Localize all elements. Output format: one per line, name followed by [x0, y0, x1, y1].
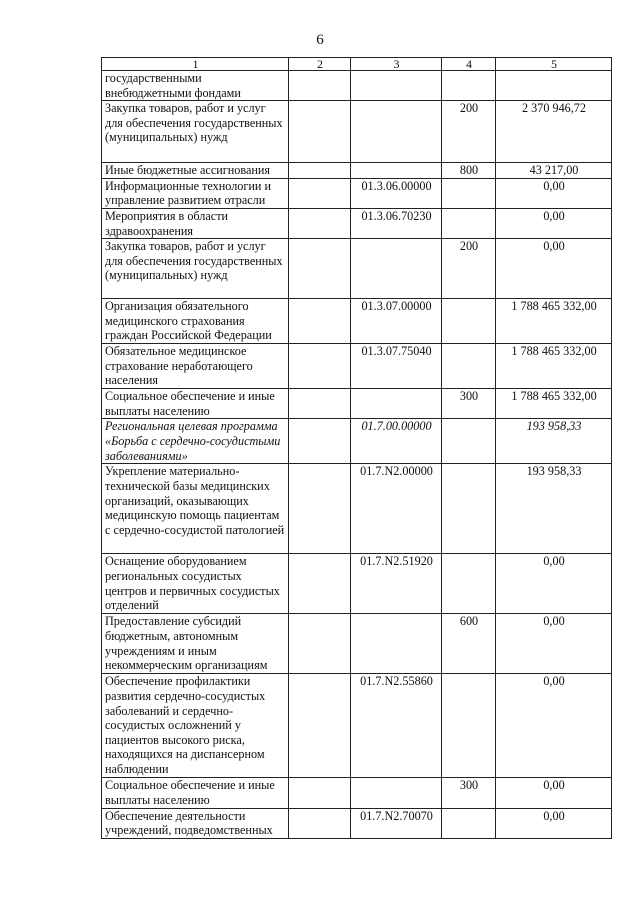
row-name: Региональная целевая программа «Борьба с сердечно-сосудистыми заболеваниями» [102, 419, 289, 464]
table-row [102, 71, 612, 101]
row-name: Обеспечение профилактики развития сердечно-сосудистых заболеваний и сердечно-сосудистых осложнений у пациентов высокого риска, находящихся на диспансерном наблюдении [102, 674, 289, 778]
table-row [102, 163, 612, 179]
row-code: 01.7.N2.70070 [351, 808, 442, 838]
row-code [351, 389, 442, 419]
row-code: 01.7.N2.55860 [351, 674, 442, 778]
row-amount: 0,00 [496, 674, 612, 778]
row-amount: 0,00 [496, 239, 612, 299]
row-type: 200 [442, 239, 496, 299]
row-amount: 0,00 [496, 778, 612, 808]
table-row [102, 389, 612, 419]
row-type [442, 178, 496, 208]
table-header-row [102, 58, 612, 71]
table-row [102, 674, 612, 778]
row-code [351, 614, 442, 674]
row-type [442, 344, 496, 389]
row-name: Закупка товаров, работ и услуг для обеспечения государственных (муниципальных) нужд [102, 101, 289, 163]
row-type [442, 808, 496, 838]
row-col2 [289, 163, 351, 179]
page-number: 6 [316, 32, 324, 48]
row-col2 [289, 344, 351, 389]
table-row [102, 808, 612, 838]
row-col2 [289, 554, 351, 614]
row-col2 [289, 419, 351, 464]
row-code [351, 239, 442, 299]
row-type [442, 71, 496, 101]
table-row [102, 299, 612, 344]
row-type [442, 674, 496, 778]
row-name: Информационные технологии и управление развитием отрасли [102, 178, 289, 208]
row-col2 [289, 101, 351, 163]
column-header-3: 3 [351, 58, 442, 71]
row-col2 [289, 71, 351, 101]
row-type [442, 419, 496, 464]
row-col2 [289, 674, 351, 778]
row-type: 200 [442, 101, 496, 163]
column-header-1: 1 [102, 58, 289, 71]
table-row [102, 208, 612, 238]
row-code [351, 101, 442, 163]
row-col2 [289, 239, 351, 299]
budget-table [101, 57, 612, 839]
row-type: 600 [442, 614, 496, 674]
row-col2 [289, 464, 351, 554]
table-row [102, 554, 612, 614]
table-row [102, 464, 612, 554]
column-header-2: 2 [289, 58, 351, 71]
row-amount: 193 958,33 [496, 464, 612, 554]
row-amount: 43 217,00 [496, 163, 612, 179]
row-col2 [289, 178, 351, 208]
row-code: 01.7.00.00000 [351, 419, 442, 464]
row-code: 01.3.06.00000 [351, 178, 442, 208]
row-amount: 2 370 946,72 [496, 101, 612, 163]
row-code: 01.3.06.70230 [351, 208, 442, 238]
row-name: государственными внебюджетными фондами [102, 71, 289, 101]
row-code: 01.3.07.00000 [351, 299, 442, 344]
row-amount: 0,00 [496, 808, 612, 838]
row-name: Оснащение оборудованием региональных сосудистых центров и первичных сосудистых отделений [102, 554, 289, 614]
row-amount: 1 788 465 332,00 [496, 299, 612, 344]
row-code [351, 163, 442, 179]
row-name: Иные бюджетные ассигнования [102, 163, 289, 179]
table-row [102, 778, 612, 808]
row-amount: 0,00 [496, 554, 612, 614]
row-amount [496, 71, 612, 101]
row-type: 300 [442, 778, 496, 808]
row-col2 [289, 778, 351, 808]
row-name: Социальное обеспечение и иные выплаты населению [102, 389, 289, 419]
table-row [102, 178, 612, 208]
table-row [102, 344, 612, 389]
row-col2 [289, 299, 351, 344]
row-name: Социальное обеспечение и иные выплаты населению [102, 778, 289, 808]
row-type [442, 464, 496, 554]
row-col2 [289, 389, 351, 419]
row-col2 [289, 208, 351, 238]
row-amount: 0,00 [496, 614, 612, 674]
row-amount: 1 788 465 332,00 [496, 344, 612, 389]
row-name: Обеспечение деятельности учреждений, подведомственных [102, 808, 289, 838]
row-col2 [289, 614, 351, 674]
row-code: 01.7.N2.51920 [351, 554, 442, 614]
row-col2 [289, 808, 351, 838]
row-name: Организация обязательного медицинского страхования граждан Российской Федерации [102, 299, 289, 344]
row-name: Укрепление материально-технической базы медицинских организаций, оказывающих медицинскую помощь пациентам с сердечно-сосудистой патологией [102, 464, 289, 554]
row-type [442, 554, 496, 614]
row-name: Предоставление субсидий бюджетным, автономным учреждениям и иным некоммерческим организациям [102, 614, 289, 674]
row-amount: 0,00 [496, 208, 612, 238]
row-amount: 0,00 [496, 178, 612, 208]
row-type [442, 299, 496, 344]
row-code: 01.3.07.75040 [351, 344, 442, 389]
row-code [351, 778, 442, 808]
row-amount: 1 788 465 332,00 [496, 389, 612, 419]
row-type: 800 [442, 163, 496, 179]
table-row-program [102, 419, 612, 464]
row-name: Закупка товаров, работ и услуг для обеспечения государственных (муниципальных) нужд [102, 239, 289, 299]
column-header-5: 5 [496, 58, 612, 71]
row-type [442, 208, 496, 238]
row-name: Обязательное медицинское страхование неработающего населения [102, 344, 289, 389]
row-type: 300 [442, 389, 496, 419]
table-row [102, 614, 612, 674]
column-header-4: 4 [442, 58, 496, 71]
table-row [102, 101, 612, 163]
table-row [102, 239, 612, 299]
row-amount: 193 958,33 [496, 419, 612, 464]
row-name: Мероприятия в области здравоохранения [102, 208, 289, 238]
row-code: 01.7.N2.00000 [351, 464, 442, 554]
row-code [351, 71, 442, 101]
